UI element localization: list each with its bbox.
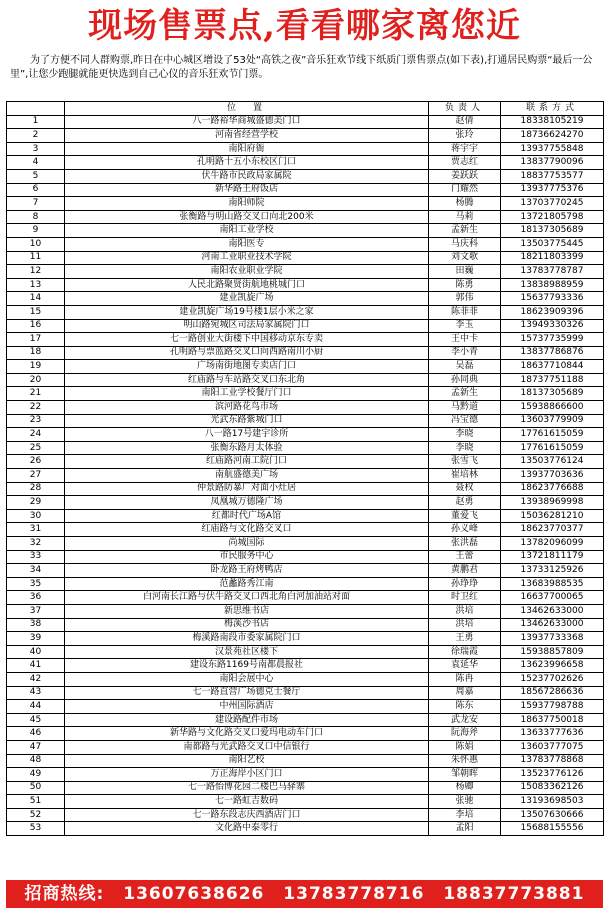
table-row bbox=[7, 659, 604, 673]
row-phone: 18623776688 bbox=[501, 482, 604, 496]
row-phone: 13603779909 bbox=[501, 414, 604, 428]
row-index: 5 bbox=[7, 169, 65, 183]
row-person: 李培 bbox=[429, 808, 501, 822]
row-location: 南航盛德美广场 bbox=[65, 469, 429, 483]
row-phone: 18567286636 bbox=[501, 686, 604, 700]
row-index: 29 bbox=[7, 496, 65, 510]
row-phone: 13782096099 bbox=[501, 537, 604, 551]
row-location: 孔明路与票蓝路交叉口向西路南川小厨 bbox=[65, 346, 429, 360]
table-row bbox=[7, 618, 604, 632]
row-person: 袁延华 bbox=[429, 659, 501, 673]
row-location: 建业凯旋广场19号楼1层小米之家 bbox=[65, 305, 429, 319]
table-row bbox=[7, 156, 604, 170]
row-person: 孙义峰 bbox=[429, 523, 501, 537]
row-phone: 18137305689 bbox=[501, 224, 604, 238]
table-row bbox=[7, 455, 604, 469]
row-person: 陈东 bbox=[429, 700, 501, 714]
row-phone: 18338105219 bbox=[501, 115, 604, 129]
table-header-row bbox=[7, 102, 604, 116]
row-phone: 13721805798 bbox=[501, 210, 604, 224]
row-index: 19 bbox=[7, 360, 65, 374]
row-index: 47 bbox=[7, 740, 65, 754]
row-phone: 18137305689 bbox=[501, 387, 604, 401]
row-index: 31 bbox=[7, 523, 65, 537]
row-phone: 13937733368 bbox=[501, 632, 604, 646]
row-location: 南阳工业学校 bbox=[65, 224, 429, 238]
row-index: 43 bbox=[7, 686, 65, 700]
row-location: 人民北路聚贤街航地桃城门口 bbox=[65, 278, 429, 292]
row-phone: 13603777075 bbox=[501, 740, 604, 754]
row-person: 张雪飞 bbox=[429, 455, 501, 469]
row-location: 七一路东段志庆西酒店门口 bbox=[65, 808, 429, 822]
row-phone: 18623770377 bbox=[501, 523, 604, 537]
row-phone: 13623996658 bbox=[501, 659, 604, 673]
row-person: 杨腾 bbox=[429, 197, 501, 211]
hotline-label: 招商热线: bbox=[24, 884, 105, 904]
table-row bbox=[7, 550, 604, 564]
row-location: 南阳师院 bbox=[65, 197, 429, 211]
row-index: 42 bbox=[7, 672, 65, 686]
row-location: 南阳工业学校餐厅门口 bbox=[65, 387, 429, 401]
row-location: 七一路直营广场德克士餐厅 bbox=[65, 686, 429, 700]
row-phone: 15637793336 bbox=[501, 292, 604, 306]
table-row bbox=[7, 237, 604, 251]
row-phone: 15237702626 bbox=[501, 672, 604, 686]
row-person: 李小青 bbox=[429, 346, 501, 360]
hotline-number: 13607638626 bbox=[123, 884, 265, 904]
row-phone: 13462633000 bbox=[501, 618, 604, 632]
row-phone: 18736624270 bbox=[501, 129, 604, 143]
row-person: 孟阳 bbox=[429, 822, 501, 836]
row-person: 黄鹏君 bbox=[429, 564, 501, 578]
row-location: 建设东路1169号南都晨报社 bbox=[65, 659, 429, 673]
table-row bbox=[7, 333, 604, 347]
row-phone: 13503775445 bbox=[501, 237, 604, 251]
row-location: 孔明路十五小东校区门口 bbox=[65, 156, 429, 170]
row-phone: 13783778787 bbox=[501, 265, 604, 279]
table-row bbox=[7, 115, 604, 129]
row-person: 孟新生 bbox=[429, 387, 501, 401]
row-index: 15 bbox=[7, 305, 65, 319]
page-title: 现场售票点,看看哪家离您近 bbox=[88, 6, 521, 46]
table-row bbox=[7, 224, 604, 238]
row-person: 朱怀惠 bbox=[429, 754, 501, 768]
table-row bbox=[7, 183, 604, 197]
row-phone: 13633777636 bbox=[501, 727, 604, 741]
row-index: 41 bbox=[7, 659, 65, 673]
row-index: 38 bbox=[7, 618, 65, 632]
row-location: 七一路怡博花园二楼巴马驿寨 bbox=[65, 781, 429, 795]
row-location: 南阳农业职业学院 bbox=[65, 265, 429, 279]
table-row bbox=[7, 795, 604, 809]
row-person: 孟新生 bbox=[429, 224, 501, 238]
row-index: 50 bbox=[7, 781, 65, 795]
row-phone: 15938857809 bbox=[501, 645, 604, 659]
row-index: 39 bbox=[7, 632, 65, 646]
table-row bbox=[7, 482, 604, 496]
row-index: 35 bbox=[7, 577, 65, 591]
row-location: 文化路中泰零行 bbox=[65, 822, 429, 836]
row-person: 董爱飞 bbox=[429, 509, 501, 523]
header-location: 位 置 bbox=[65, 102, 429, 116]
row-person: 贾志红 bbox=[429, 156, 501, 170]
row-phone: 13838988959 bbox=[501, 278, 604, 292]
row-location: 仲景路防暴厂对面小灶居 bbox=[65, 482, 429, 496]
row-index: 20 bbox=[7, 373, 65, 387]
row-index: 32 bbox=[7, 537, 65, 551]
row-location: 中州国际酒店 bbox=[65, 700, 429, 714]
table-row bbox=[7, 292, 604, 306]
row-location: 建业凯旋广场 bbox=[65, 292, 429, 306]
table-row bbox=[7, 373, 604, 387]
row-index: 49 bbox=[7, 768, 65, 782]
row-person: 李晓 bbox=[429, 441, 501, 455]
row-person: 赵勇 bbox=[429, 496, 501, 510]
row-index: 33 bbox=[7, 550, 65, 564]
row-person: 陈勇 bbox=[429, 278, 501, 292]
row-person: 徐瑞霞 bbox=[429, 645, 501, 659]
row-person: 陈娟 bbox=[429, 740, 501, 754]
row-location: 范蠡路秀江南 bbox=[65, 577, 429, 591]
row-person: 马莉 bbox=[429, 210, 501, 224]
row-phone: 18737751188 bbox=[501, 373, 604, 387]
table-row bbox=[7, 768, 604, 782]
row-index: 21 bbox=[7, 387, 65, 401]
row-index: 16 bbox=[7, 319, 65, 333]
row-location: 万正海岸小区门口 bbox=[65, 768, 429, 782]
row-person: 赵倩 bbox=[429, 115, 501, 129]
table-row bbox=[7, 278, 604, 292]
table-row bbox=[7, 591, 604, 605]
row-phone: 15688155556 bbox=[501, 822, 604, 836]
header-contact: 联系方式 bbox=[501, 102, 604, 116]
row-index: 1 bbox=[7, 115, 65, 129]
row-person: 阮海斧 bbox=[429, 727, 501, 741]
table-row bbox=[7, 700, 604, 714]
row-index: 23 bbox=[7, 414, 65, 428]
row-person: 吴磊 bbox=[429, 360, 501, 374]
table-row bbox=[7, 319, 604, 333]
table-row bbox=[7, 496, 604, 510]
row-person: 张驰 bbox=[429, 795, 501, 809]
intro-paragraph: 为了方便不同人群购票,昨日在中心城区增设了53处“高铁之夜”音乐狂欢节线下纸质门票售票点(如下表),打通居民购票“最后一公里”,让您少跑腿就能更快选到自己心仪的音乐狂欢节门票。 bbox=[10, 55, 593, 80]
ticket-outlets-table bbox=[6, 101, 604, 836]
row-phone: 13683988535 bbox=[501, 577, 604, 591]
row-phone: 15036281210 bbox=[501, 509, 604, 523]
row-phone: 13507630666 bbox=[501, 808, 604, 822]
row-index: 25 bbox=[7, 441, 65, 455]
row-person: 时卫红 bbox=[429, 591, 501, 605]
row-index: 34 bbox=[7, 564, 65, 578]
row-person: 李晓 bbox=[429, 428, 501, 442]
row-index: 28 bbox=[7, 482, 65, 496]
row-phone: 17761615059 bbox=[501, 441, 604, 455]
row-location: 红都时代广场A馆 bbox=[65, 509, 429, 523]
row-phone: 13462633000 bbox=[501, 604, 604, 618]
row-index: 22 bbox=[7, 401, 65, 415]
row-phone: 13523776126 bbox=[501, 768, 604, 782]
row-location: 新华路王府饭店 bbox=[65, 183, 429, 197]
table-row bbox=[7, 387, 604, 401]
row-person: 洪培 bbox=[429, 618, 501, 632]
table-row bbox=[7, 469, 604, 483]
row-person: 崔培林 bbox=[429, 469, 501, 483]
row-phone: 13783778868 bbox=[501, 754, 604, 768]
table-row bbox=[7, 428, 604, 442]
table-row bbox=[7, 727, 604, 741]
table-row bbox=[7, 401, 604, 415]
row-person: 杨卿 bbox=[429, 781, 501, 795]
row-person: 张洪磊 bbox=[429, 537, 501, 551]
row-location: 南阳医专 bbox=[65, 237, 429, 251]
row-person: 李玉 bbox=[429, 319, 501, 333]
table-body bbox=[7, 115, 604, 835]
header-person: 负责人 bbox=[429, 102, 501, 116]
row-phone: 18623909396 bbox=[501, 305, 604, 319]
row-phone: 18637750018 bbox=[501, 713, 604, 727]
table-row bbox=[7, 564, 604, 578]
row-phone: 17761615059 bbox=[501, 428, 604, 442]
table-row bbox=[7, 632, 604, 646]
table-row bbox=[7, 604, 604, 618]
row-person: 姜跃跃 bbox=[429, 169, 501, 183]
row-phone: 13937703636 bbox=[501, 469, 604, 483]
table-row bbox=[7, 129, 604, 143]
table-row bbox=[7, 523, 604, 537]
header-index bbox=[7, 102, 65, 116]
table-row bbox=[7, 577, 604, 591]
row-index: 17 bbox=[7, 333, 65, 347]
row-index: 2 bbox=[7, 129, 65, 143]
table-row bbox=[7, 251, 604, 265]
table-row bbox=[7, 265, 604, 279]
row-location: 光武东路紫城门口 bbox=[65, 414, 429, 428]
row-person: 蒋宇宇 bbox=[429, 142, 501, 156]
row-person: 田巍 bbox=[429, 265, 501, 279]
row-phone: 18837753577 bbox=[501, 169, 604, 183]
row-location: 明山路宛城区司法局家属院门口 bbox=[65, 319, 429, 333]
row-person: 冯宝德 bbox=[429, 414, 501, 428]
row-index: 4 bbox=[7, 156, 65, 170]
row-index: 8 bbox=[7, 210, 65, 224]
row-index: 7 bbox=[7, 197, 65, 211]
row-location: 红庙路与文化路交叉口 bbox=[65, 523, 429, 537]
row-person: 孙同典 bbox=[429, 373, 501, 387]
row-phone: 13937775376 bbox=[501, 183, 604, 197]
row-location: 新思维书店 bbox=[65, 604, 429, 618]
row-location: 梅溪沙书店 bbox=[65, 618, 429, 632]
row-location: 河南工业职业技术学院 bbox=[65, 251, 429, 265]
row-location: 凤凰城万德隆广场 bbox=[65, 496, 429, 510]
row-phone: 18211803399 bbox=[501, 251, 604, 265]
row-index: 51 bbox=[7, 795, 65, 809]
row-phone: 18637710844 bbox=[501, 360, 604, 374]
row-location: 八一路裕华商城盛德美门口 bbox=[65, 115, 429, 129]
row-person: 洪培 bbox=[429, 604, 501, 618]
row-location: 汉景苑社区楼下 bbox=[65, 645, 429, 659]
row-person: 武龙安 bbox=[429, 713, 501, 727]
table-row bbox=[7, 346, 604, 360]
table-row bbox=[7, 686, 604, 700]
row-index: 53 bbox=[7, 822, 65, 836]
row-phone: 13837790096 bbox=[501, 156, 604, 170]
table-row bbox=[7, 713, 604, 727]
row-location: 八一路17号建宇诊所 bbox=[65, 428, 429, 442]
row-phone: 13721811179 bbox=[501, 550, 604, 564]
table-row bbox=[7, 822, 604, 836]
row-index: 9 bbox=[7, 224, 65, 238]
row-location: 尚城国际 bbox=[65, 537, 429, 551]
row-phone: 13733125926 bbox=[501, 564, 604, 578]
row-location: 红庙路河南工院门口 bbox=[65, 455, 429, 469]
row-location: 张衡路与明山路交叉口向北200米 bbox=[65, 210, 429, 224]
table-row bbox=[7, 414, 604, 428]
row-location: 河南省经营学校 bbox=[65, 129, 429, 143]
row-location: 南阳艺校 bbox=[65, 754, 429, 768]
row-index: 26 bbox=[7, 455, 65, 469]
row-person: 郭伟 bbox=[429, 292, 501, 306]
table-row bbox=[7, 305, 604, 319]
row-person: 孙琤琤 bbox=[429, 577, 501, 591]
row-phone: 13937755848 bbox=[501, 142, 604, 156]
row-location: 卧龙路王府烤鸭店 bbox=[65, 564, 429, 578]
row-index: 40 bbox=[7, 645, 65, 659]
row-location: 南阳会展中心 bbox=[65, 672, 429, 686]
row-index: 44 bbox=[7, 700, 65, 714]
row-index: 45 bbox=[7, 713, 65, 727]
row-location: 梅溪路南段市委家属院门口 bbox=[65, 632, 429, 646]
row-person: 聂权 bbox=[429, 482, 501, 496]
table-row bbox=[7, 142, 604, 156]
row-location: 市民服务中心 bbox=[65, 550, 429, 564]
row-phone: 13837786876 bbox=[501, 346, 604, 360]
row-location: 七一路创业大街楼下中国移动京东专卖 bbox=[65, 333, 429, 347]
table-row bbox=[7, 210, 604, 224]
row-person: 王中卡 bbox=[429, 333, 501, 347]
table-row bbox=[7, 754, 604, 768]
row-person: 刘文歌 bbox=[429, 251, 501, 265]
row-location: 南都路与光武路交叉口中信银行 bbox=[65, 740, 429, 754]
row-location: 新华路与文化路交叉口爱玛电动车门口 bbox=[65, 727, 429, 741]
row-phone: 15937798788 bbox=[501, 700, 604, 714]
row-person: 王蕾 bbox=[429, 550, 501, 564]
table-row bbox=[7, 781, 604, 795]
row-phone: 13503776124 bbox=[501, 455, 604, 469]
hotline-number: 18837773881 bbox=[443, 884, 585, 904]
row-phone: 13193698503 bbox=[501, 795, 604, 809]
row-person: 邹朝晖 bbox=[429, 768, 501, 782]
row-location: 红庙路与车站路交叉口东北角 bbox=[65, 373, 429, 387]
row-location: 七一路虹吉数码 bbox=[65, 795, 429, 809]
row-index: 46 bbox=[7, 727, 65, 741]
row-person: 王勇 bbox=[429, 632, 501, 646]
row-location: 张衡东路月太体验 bbox=[65, 441, 429, 455]
row-person: 周嘉 bbox=[429, 686, 501, 700]
row-phone: 13703770245 bbox=[501, 197, 604, 211]
hotline-banner bbox=[6, 880, 603, 908]
row-location: 建设路配件市场 bbox=[65, 713, 429, 727]
row-person: 马黔道 bbox=[429, 401, 501, 415]
row-phone: 13938969998 bbox=[501, 496, 604, 510]
row-phone: 16637700065 bbox=[501, 591, 604, 605]
table-row bbox=[7, 360, 604, 374]
table-row bbox=[7, 645, 604, 659]
row-phone: 15938866600 bbox=[501, 401, 604, 415]
row-phone: 15083362126 bbox=[501, 781, 604, 795]
row-index: 13 bbox=[7, 278, 65, 292]
row-location: 白河南长江路与伏牛路交叉口西北角白河加油站对面 bbox=[65, 591, 429, 605]
table-row bbox=[7, 537, 604, 551]
row-index: 3 bbox=[7, 142, 65, 156]
row-person: 陈冉 bbox=[429, 672, 501, 686]
row-index: 36 bbox=[7, 591, 65, 605]
row-index: 52 bbox=[7, 808, 65, 822]
row-phone: 15737735999 bbox=[501, 333, 604, 347]
row-index: 6 bbox=[7, 183, 65, 197]
row-index: 11 bbox=[7, 251, 65, 265]
row-location: 南阳府衙 bbox=[65, 142, 429, 156]
row-person: 马庆科 bbox=[429, 237, 501, 251]
row-location: 广场南街地图专卖店门口 bbox=[65, 360, 429, 374]
table-row bbox=[7, 672, 604, 686]
row-index: 18 bbox=[7, 346, 65, 360]
table-row bbox=[7, 509, 604, 523]
row-person: 门耀然 bbox=[429, 183, 501, 197]
row-location: 滨河路花鸟市场 bbox=[65, 401, 429, 415]
row-index: 27 bbox=[7, 469, 65, 483]
table-row bbox=[7, 169, 604, 183]
row-phone: 13949330326 bbox=[501, 319, 604, 333]
table-row bbox=[7, 197, 604, 211]
row-index: 48 bbox=[7, 754, 65, 768]
row-person: 张玲 bbox=[429, 129, 501, 143]
row-index: 10 bbox=[7, 237, 65, 251]
row-index: 12 bbox=[7, 265, 65, 279]
hotline-number: 13783778716 bbox=[283, 884, 425, 904]
table-row bbox=[7, 740, 604, 754]
table-row bbox=[7, 808, 604, 822]
row-index: 24 bbox=[7, 428, 65, 442]
row-location: 伏牛路市民政局家属院 bbox=[65, 169, 429, 183]
table-row bbox=[7, 441, 604, 455]
row-index: 37 bbox=[7, 604, 65, 618]
row-index: 30 bbox=[7, 509, 65, 523]
row-person: 陈菲菲 bbox=[429, 305, 501, 319]
row-index: 14 bbox=[7, 292, 65, 306]
